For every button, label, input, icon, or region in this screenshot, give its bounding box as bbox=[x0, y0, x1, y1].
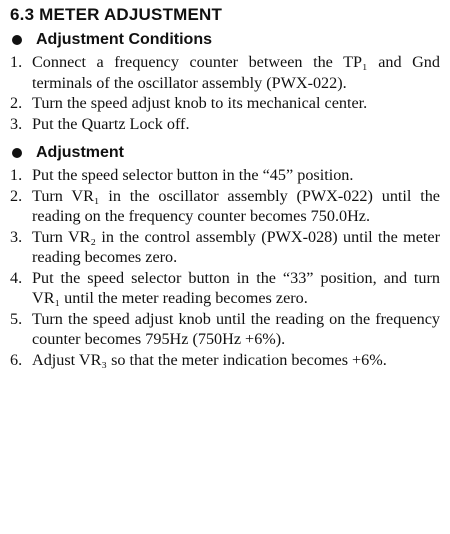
list-item bbox=[10, 93, 440, 114]
list-item bbox=[10, 309, 440, 350]
list-item bbox=[10, 52, 440, 93]
item-text: Turn VR₂ in the control assembly (PWX-028) until the meter reading becomes zero. bbox=[32, 227, 440, 266]
list-item bbox=[10, 114, 440, 135]
item-number: 1. bbox=[10, 166, 23, 184]
item-text: Put the speed selector button in the “33” position, and turn VR₁ until the meter reading becomes zero. bbox=[32, 268, 440, 307]
item-text: Turn VR₁ in the oscillator assembly (PWX-022) until the reading on the frequency counter becomes 750.0Hz. bbox=[32, 186, 440, 225]
item-text: Adjust VR₃ so that the meter indication becomes +6%. bbox=[32, 350, 387, 369]
conditions-heading bbox=[10, 29, 440, 51]
item-text: Connect a frequency counter between the TP₁ and Gnd terminals of the oscillator assembly (PWX-022). bbox=[32, 53, 440, 92]
conditions-list bbox=[10, 52, 440, 134]
item-number: 2. bbox=[10, 94, 23, 112]
item-number: 6. bbox=[10, 350, 23, 369]
list-item bbox=[10, 227, 440, 268]
bullet-icon bbox=[12, 35, 22, 45]
item-number: 3. bbox=[10, 227, 23, 246]
bullet-icon bbox=[12, 148, 22, 158]
list-item bbox=[10, 268, 440, 309]
list-item bbox=[10, 165, 440, 186]
item-number: 1. bbox=[10, 53, 23, 71]
item-text: Put the speed selector button in the “45” position. bbox=[32, 166, 354, 184]
section-title: 6.3 METER ADJUSTMENT bbox=[10, 5, 223, 24]
item-number: 3. bbox=[10, 114, 23, 133]
conditions-heading-label: Adjustment Conditions bbox=[36, 31, 212, 48]
list-item bbox=[10, 186, 440, 227]
adjustment-heading bbox=[10, 142, 440, 164]
item-number: 2. bbox=[10, 186, 23, 205]
adjustment-list bbox=[10, 165, 440, 370]
adjustment-heading-label: Adjustment bbox=[36, 144, 124, 161]
list-item bbox=[10, 350, 440, 371]
item-text: Turn the speed adjust knob to its mechanical center. bbox=[32, 94, 368, 112]
item-number: 4. bbox=[10, 268, 23, 287]
item-number: 5. bbox=[10, 309, 23, 328]
document-page bbox=[10, 4, 440, 370]
item-text: Put the Quartz Lock off. bbox=[32, 114, 190, 133]
item-text: Turn the speed adjust knob until the reading on the frequency counter becomes 795Hz (750Hz +6%). bbox=[32, 309, 440, 348]
